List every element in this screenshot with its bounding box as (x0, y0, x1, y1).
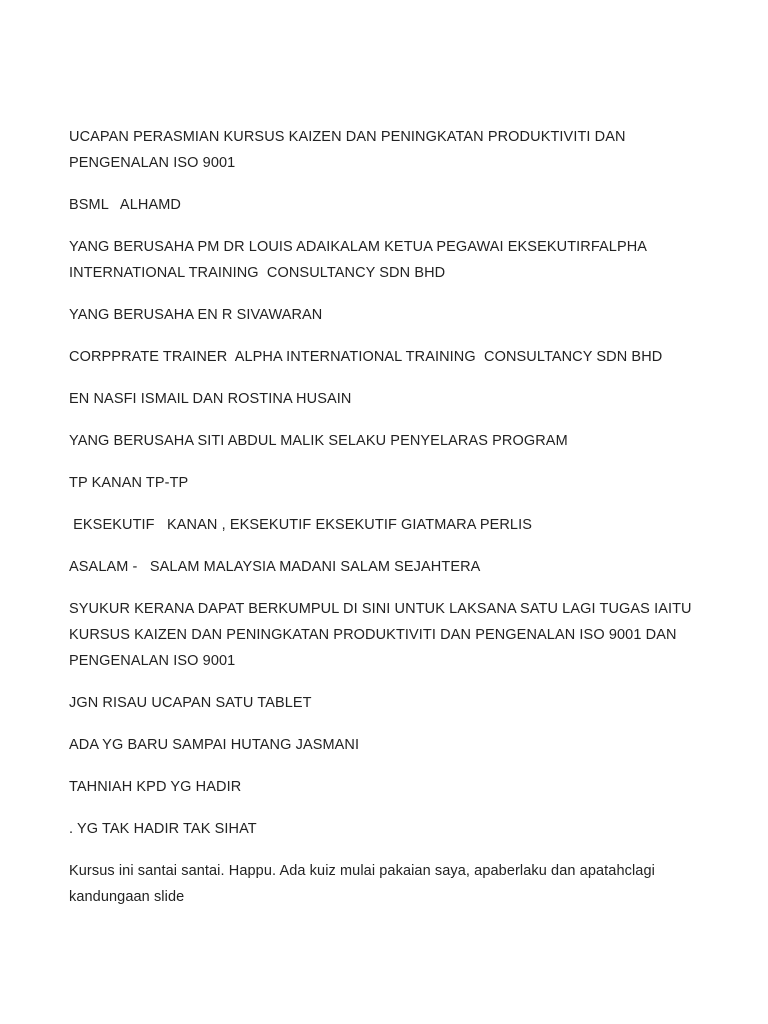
salutation-line: YANG BERUSAHA PM DR LOUIS ADAIKALAM KETUA PEGAWAI EKSEKUTIRFALPHA INTERNATIONAL TRAINING CONSULTANCY SDN BHD (69, 239, 651, 281)
salutation-line: YANG BERUSAHA SITI ABDUL MALIK SELAKU PENYELARAS PROGRAM (69, 433, 568, 449)
speech-title: UCAPAN PERASMIAN KURSUS KAIZEN DAN PENINGKATAN PRODUKTIVITI DAN PENGENALAN ISO 9001 (69, 129, 630, 171)
salutation-line: TP KANAN TP-TP (69, 475, 189, 491)
document-body (69, 124, 709, 926)
body-paragraph: JGN RISAU UCAPAN SATU TABLET (69, 695, 312, 711)
body-paragraph: . YG TAK HADIR TAK SIHAT (69, 821, 257, 837)
body-paragraph: SYUKUR KERANA DAPAT BERKUMPUL DI SINI UNTUK LAKSANA SATU LAGI TUGAS IAITU KURSUS KAIZEN DAN PENINGKATAN PRODUKTIVITI DAN PENGENALAN ISO 9001 DAN PENGENALAN ISO 9001 (69, 601, 696, 669)
body-paragraph: ADA YG BARU SAMPAI HUTANG JASMANI (69, 737, 360, 753)
opening-greeting: BSML ALHAMD (69, 197, 181, 213)
salutation-line: EKSEKUTIF KANAN , EKSEKUTIF EKSEKUTIF GIATMARA PERLIS (69, 517, 532, 533)
body-paragraph: TAHNIAH KPD YG HADIR (69, 779, 242, 795)
salutation-line: CORPPRATE TRAINER ALPHA INTERNATIONAL TRAINING CONSULTANCY SDN BHD (69, 349, 663, 365)
salutation-line: EN NASFI ISMAIL DAN ROSTINA HUSAIN (69, 391, 352, 407)
salutation-line: YANG BERUSAHA EN R SIVAWARAN (69, 307, 323, 323)
body-paragraph: Kursus ini santai santai. Happu. Ada kuiz mulai pakaian saya, apaberlaku dan apatahclagi kandungaan slide (69, 863, 660, 905)
greeting-line: ASALAM - SALAM MALAYSIA MADANI SALAM SEJAHTERA (69, 559, 481, 575)
